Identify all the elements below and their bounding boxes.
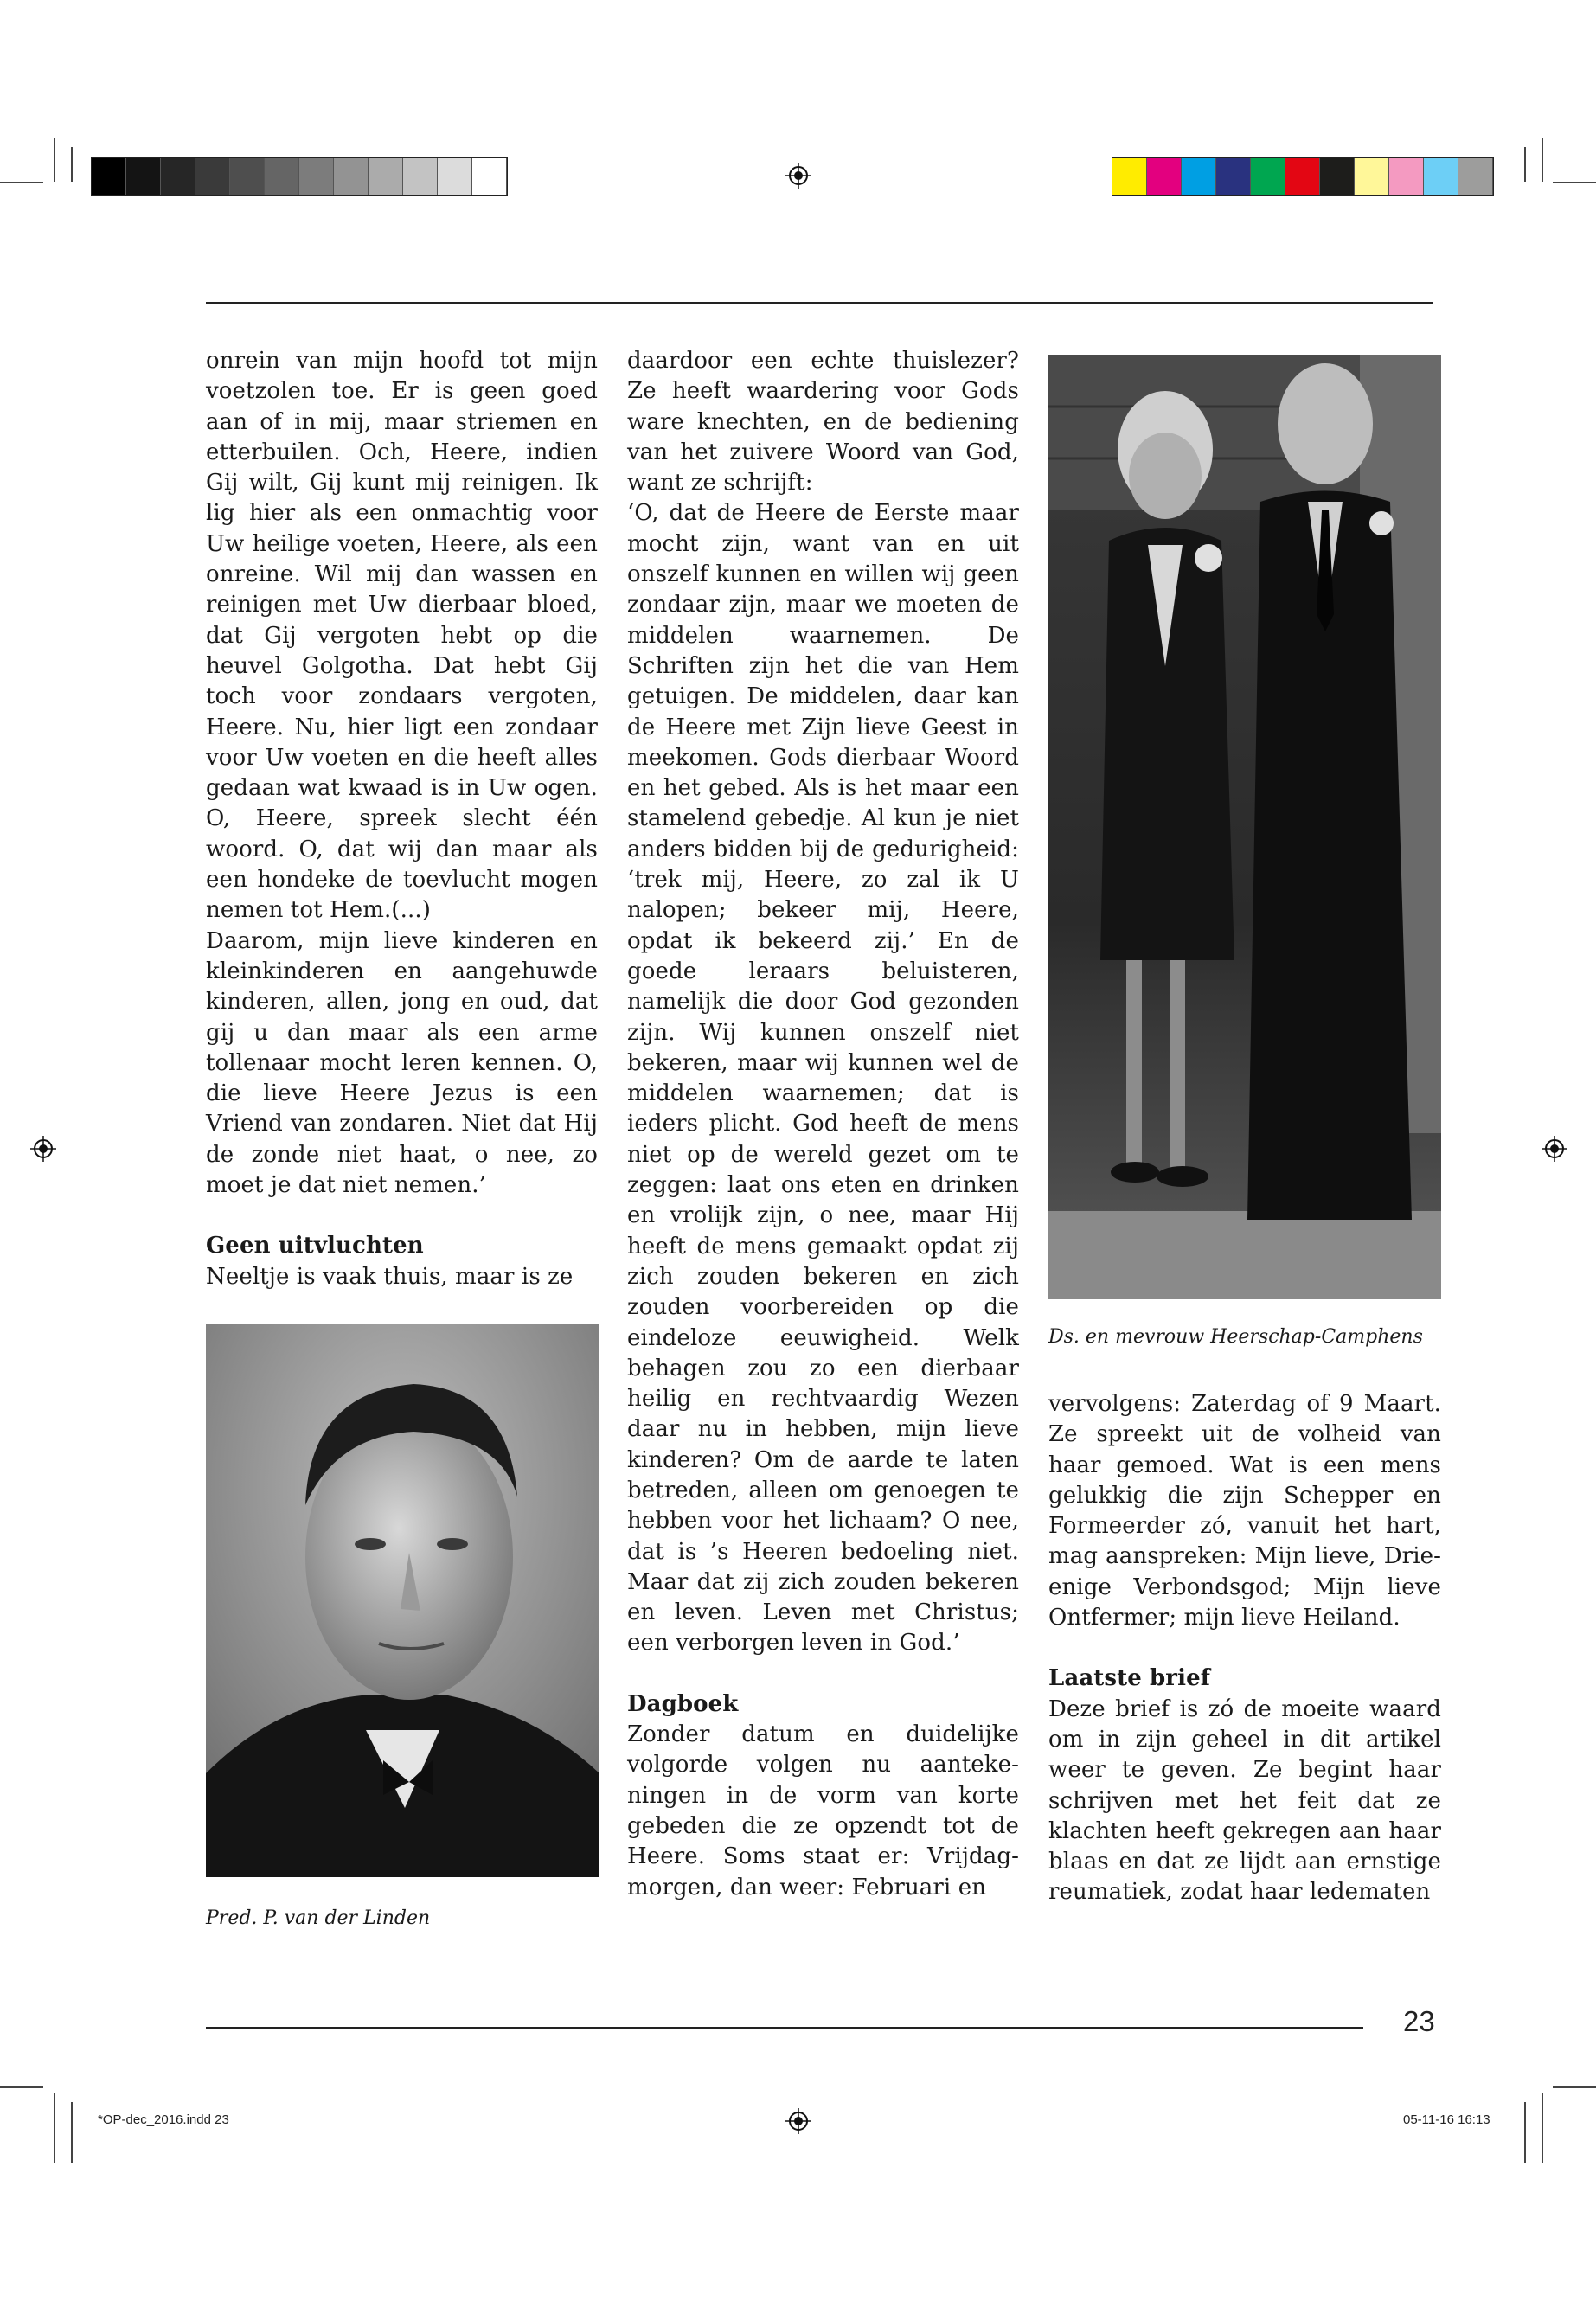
grayscale-swatch <box>369 158 403 195</box>
color-swatch <box>1251 158 1285 195</box>
crop-mark-bl-v2 <box>71 2102 73 2163</box>
col1-paragraph-2: Daarom, mijn lieve kinderen en kleinkinderen en aangehuwde kinderen, allen, jong en oud, dat gij u dan maar als een arme tollenaar mocht leren kennen. O, die lieve Heere Jezus is een Vriend van zondaren. Niet dat Hij de zonde niet haat, o nee, zo moet je dat niet nemen.’ <box>206 927 598 1199</box>
col1-paragraph-1: onrein van mijn hoofd tot mijn voetzolen toe. Er is geen goed aan of in mij, maar striemen en etterbuilen. Och, Heere, indien Gij wilt, Gij kunt mij reinigen. Ik lig hier als een onmachtig voor Uw heilige voeten, Heere, als een onreine. Wil mij dan wassen en reinigen met Uw dierbaar bloed, dat Gij vergoten hebt op die heuvel Golgotha. Dat hebt Gij toch voor zondaars vergoten, Heere. Nu, hier ligt een zondaar voor Uw voeten en die heeft alles gedaan wat kwaad is in Uw ogen. O, Heere, spreek slecht één woord. O, dat wij dan maar als een hondeke de toevlucht mogen nemen tot Hem.(...) <box>206 348 598 924</box>
grayscale-swatch <box>334 158 369 195</box>
color-swatch <box>1320 158 1355 195</box>
registration-mark-top-icon <box>785 163 811 189</box>
slug-timestamp: 05-11-16 16:13 <box>1403 2112 1490 2127</box>
color-swatch <box>1112 158 1147 195</box>
crop-mark-tl-h <box>0 182 43 183</box>
col3-heading: Laatste brief <box>1048 1665 1211 1692</box>
color-calibration-bar <box>1112 157 1494 196</box>
crop-mark-br-h <box>1553 2086 1596 2088</box>
color-swatch <box>1355 158 1389 195</box>
color-swatch <box>1458 158 1493 195</box>
grayscale-swatch <box>299 158 334 195</box>
color-swatch <box>1216 158 1251 195</box>
crop-mark-tr-v2 <box>1524 147 1526 182</box>
color-swatch <box>1182 158 1216 195</box>
portrait-illustration <box>206 1324 599 1877</box>
color-swatch <box>1389 158 1424 195</box>
column-2 <box>627 346 1019 1903</box>
grayscale-swatch <box>195 158 230 195</box>
color-swatch <box>1147 158 1182 195</box>
couple-photo-heerschap-camphens <box>1048 355 1441 1299</box>
column-3 <box>1048 1389 1441 1908</box>
top-rule <box>206 302 1433 304</box>
col1-after-heading: Neeltje is vaak thuis, maar is ze <box>206 1263 574 1290</box>
portrait-photo-van-der-linden <box>206 1324 599 1877</box>
photo-caption-van-der-linden: Pred. P. van der Linden <box>206 1907 431 1929</box>
slug-filename: *OP-dec_2016.indd 23 <box>98 2112 229 2127</box>
grayscale-swatch <box>265 158 299 195</box>
col2-after-heading: Zonder datum en duidelijke volgorde volgen nu aanteke-ningen in de vorm van korte gebeden die ze opzendt tot de Heere. Soms staat er: Vrijdag-morgen, dan weer: Februari en <box>627 1721 1019 1900</box>
grayscale-swatch <box>161 158 195 195</box>
crop-mark-tl-v2 <box>71 147 73 182</box>
crop-mark-tr-h <box>1553 182 1596 183</box>
col2-paragraph-2: ‘O, dat de Heere de Eerste maar mocht zijn, want van en uit onszelf kunnen en willen wij geen zondaar zijn, maar we moeten de middelen waarnemen. De Schriften zijn het die van Hem getuigen. De middelen, daar kan de Heere met Zijn lieve Geest in meekomen. Gods dierbaar Woord en het gebed. Als is het maar een stamelend gebedje. Al kun je niet anders bidden bij de gedurigheid: ‘trek mij, Heere, zo zal ik U nalopen; bekeer mij, Heere, opdat ik bekeerd zij.’ En de goede leraars beluisteren, namelijk die door God gezonden zijn. Wij kunnen onszelf niet bekeren, maar wij kunnen wel de middelen waarnemen; dat is ieders plicht. God heeft de mens niet op de wereld gezet om te zeggen: laat ons eten en drinken en vrolijk zijn, o nee, maar Hij heeft de mens gemaakt opdat zij zich zouden bekeren en zich zouden voorbereiden op die eindeloze eeuwigheid. Welk behagen zou zo een dierbaar heilig en rechtvaardig Wezen daar nu in hebben, mijn lieve kinderen? Om de aarde te laten betreden, alleen om genoegen te hebben voor het lichaam? O nee, dat is ’s Heeren bedoeling niet. Maar dat zij zich zouden bekeren en leven. Leven met Christus; een verborgen leven in God.’ <box>627 500 1019 1657</box>
grayscale-calibration-bar <box>91 157 508 196</box>
color-swatch <box>1424 158 1458 195</box>
col3-after-heading: Deze brief is zó de moeite waard om in zijn geheel in dit artikel weer te geven. Ze begint haar schrijven met het feit dat ze klachten heeft gekregen aan haar blaas en dat ze lijdt aan ernstige reumatiek, zodat haar ledematen <box>1048 1695 1441 1906</box>
crop-mark-bl-h <box>0 2086 43 2088</box>
grayscale-swatch <box>126 158 161 195</box>
couple-illustration <box>1048 355 1441 1299</box>
registration-mark-left-icon <box>30 1136 56 1162</box>
crop-mark-br-v2 <box>1524 2102 1526 2163</box>
crop-mark-tl-v <box>54 138 55 182</box>
crop-mark-tr-v <box>1542 138 1543 182</box>
col1-heading: Geen uitvluchten <box>206 1233 424 1259</box>
col2-paragraph-1: daardoor een echte thuislezer? Ze heeft waardering voor Gods ware knechten, en de bediening van het zuivere Woord van God, want ze schrijft: <box>627 348 1019 497</box>
registration-mark-bottom-icon <box>785 2108 811 2134</box>
photo-caption-heerschap-camphens: Ds. en mevrouw Heerschap-Camphens <box>1048 1326 1423 1348</box>
grayscale-swatch <box>438 158 472 195</box>
crop-mark-bl-v <box>54 2093 55 2163</box>
grayscale-swatch <box>403 158 438 195</box>
registration-mark-right-icon <box>1542 1136 1567 1162</box>
col3-paragraph-1: vervolgens: Zaterdag of 9 Maart. Ze spreekt uit de volheid van haar gemoed. Wat is een mens gelukkig die zijn Schepper en Formeerder zó, vanuit het hart, mag aanspreken: Mijn lieve, Drie-enige Verbondsgod; Mijn lieve Ontfermer; mijn lieve Heiland. <box>1048 1391 1441 1631</box>
crop-mark-br-v <box>1542 2093 1543 2163</box>
page-number: 23 <box>1403 2005 1435 2037</box>
bottom-rule <box>206 2027 1363 2029</box>
grayscale-swatch <box>472 158 507 195</box>
col2-heading: Dagboek <box>627 1690 739 1717</box>
grayscale-swatch <box>92 158 126 195</box>
column-1 <box>206 346 598 1292</box>
color-swatch <box>1285 158 1320 195</box>
grayscale-swatch <box>230 158 265 195</box>
